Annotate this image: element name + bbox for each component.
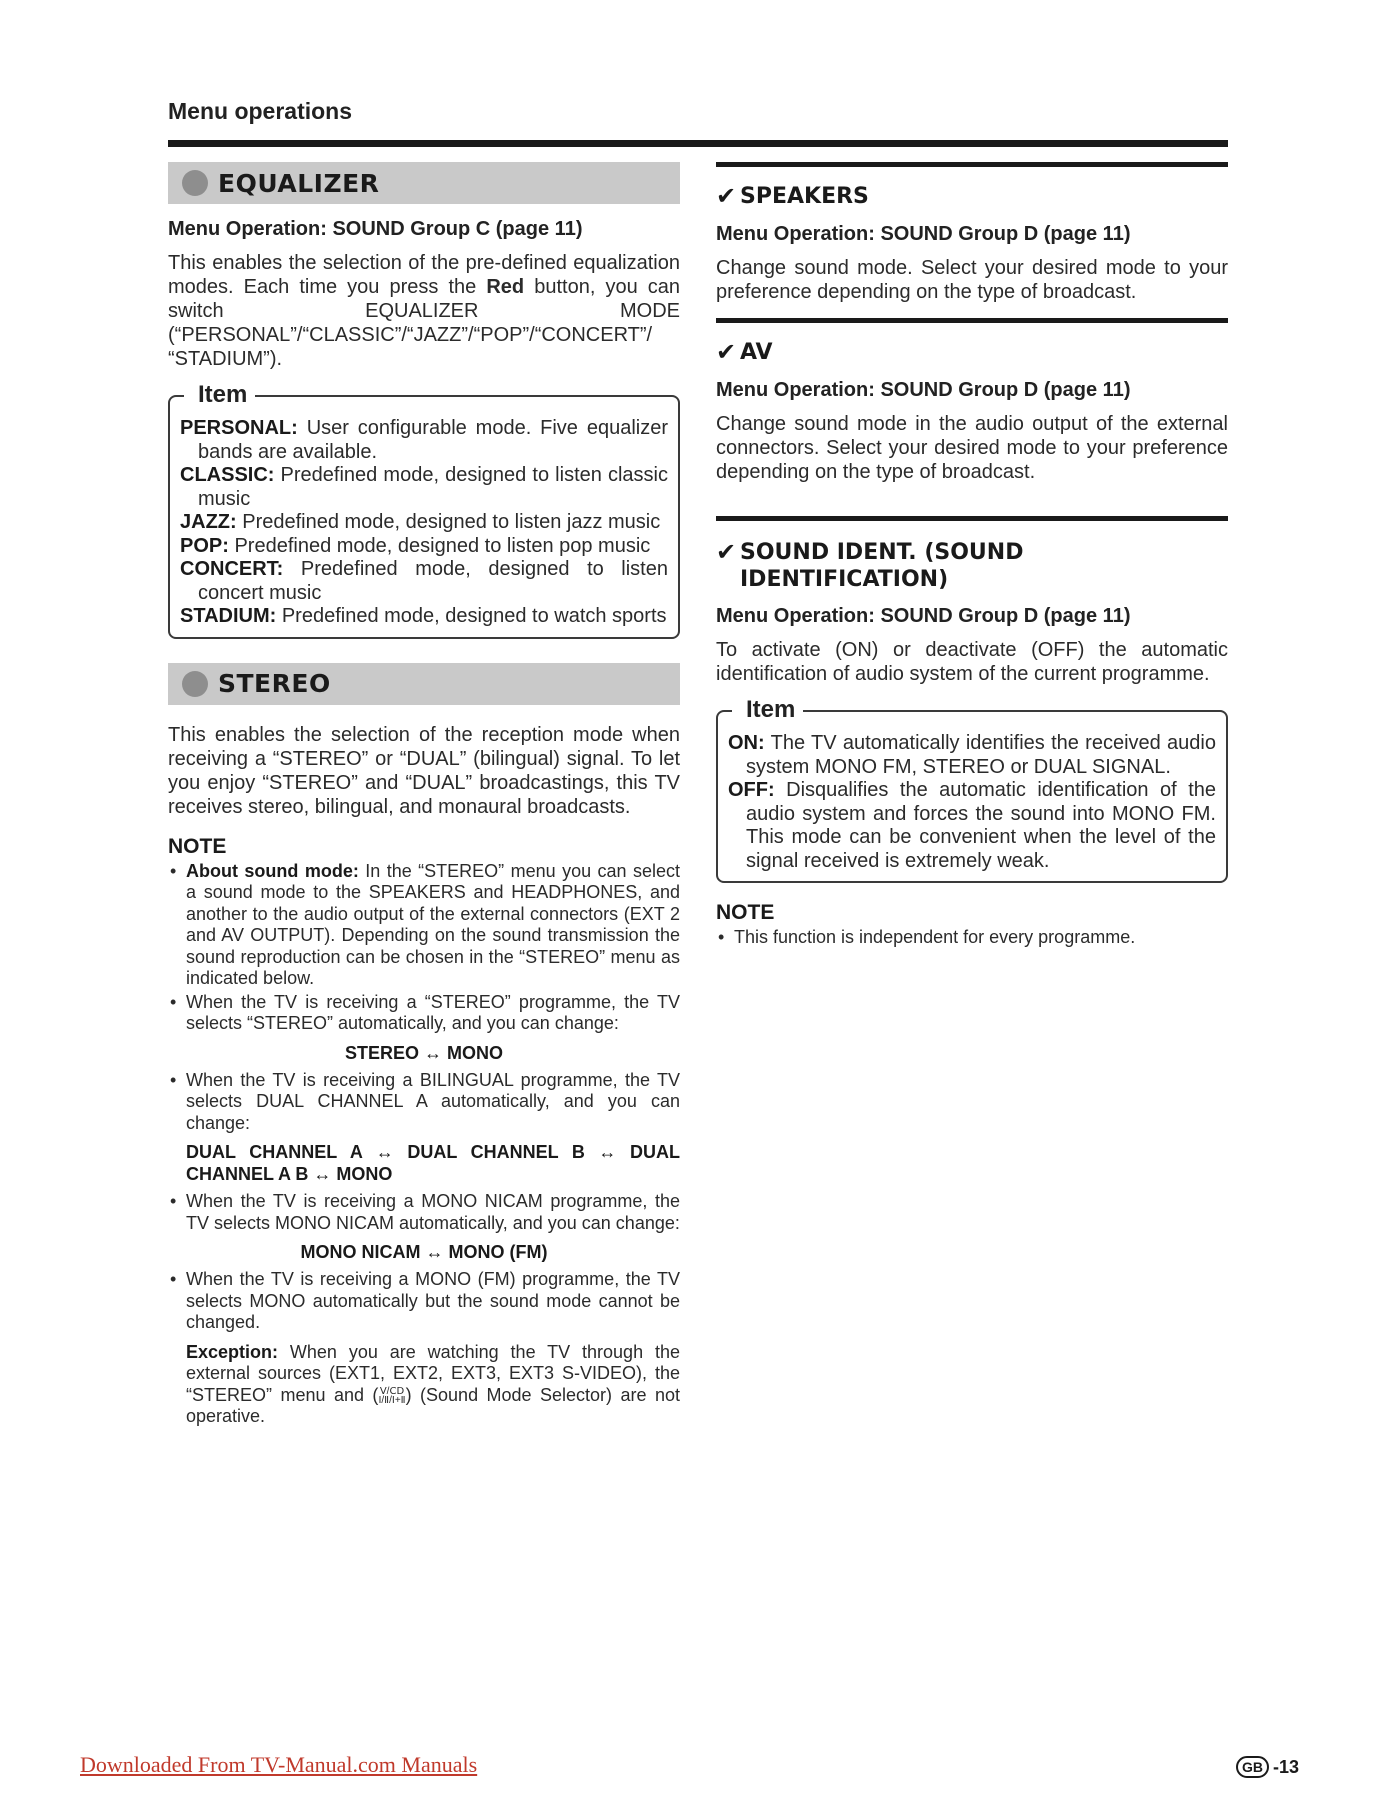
stereo-note-list-2 [168,1070,680,1135]
sound-ident-description: To activate (ON) or deactivate (OFF) the automatic identification of audio system of the current programme. [716,639,1228,685]
item-jazz: JAZZ: Predefined mode, designed to listen jazz music [180,511,661,533]
item-legend: Item [732,696,803,724]
item-on: ON: The TV automatically identifies the received audio system MONO FM, STEREO or DUAL SIGNAL. [728,732,1216,778]
note-item: • When the TV is receiving a MONO (FM) programme, the TV selects MONO automatically but the sound mode cannot be changed. [170,1269,680,1332]
stereo-note-list [168,861,680,1035]
sound-ident-menu-operation: Menu Operation: SOUND Group D (page 11) [716,605,1131,627]
speakers-heading [716,183,1228,211]
section-rule [716,162,1228,167]
header-rule [168,140,1228,147]
circle-bullet-icon [182,170,208,196]
item-stadium: STADIUM: Predefined mode, designed to watch sports [180,605,667,627]
exception-note: Exception: When you are watching the TV through the external sources (EXT1, EXT2, EXT3, EXT3 S-VIDEO), the “STEREO” menu and (Ⅴ/ⅭⅮ Ⅰ/Ⅱ/Ⅰ+Ⅱ) (Sound Mode Selector) are not operative. [186,1341,680,1426]
av-title: AV [740,340,773,365]
equalizer-section-bar [168,162,680,204]
speakers-title: SPEAKERS [740,184,869,209]
stereo-note-list-3 [168,1191,680,1234]
note-item: • When the TV is receiving a “STEREO” programme, the TV selects “STEREO” automatically, and you can change: [170,991,680,1033]
page-header-title: Menu operations [168,98,353,124]
gb-badge-icon: GB [1236,1756,1269,1778]
section-rule [716,318,1228,323]
page-number-text: -13 [1273,1756,1300,1777]
bilingual-choice: DUAL CHANNEL A ↔ DUAL CHANNEL B ↔ DUAL CHANNEL A B ↔ MONO [186,1142,680,1184]
equalizer-menu-operation: Menu Operation: SOUND Group C (page 11) [168,218,583,240]
note-item: • When the TV is receiving a BILINGUAL programme, the TV selects DUAL CHANNEL A automatically, and you can change: [170,1069,680,1133]
av-menu-operation: Menu Operation: SOUND Group D (page 11) [716,379,1131,401]
av-description: Change sound mode in the audio output of the external connectors. Select your desired mode to your preference depending on the type of broadcast. [716,413,1228,483]
sound-ident-title: SOUND IDENT. (SOUND IDENTIFICATION) [740,540,1024,592]
stereo-section-bar [168,663,680,705]
check-icon: ✔ [716,339,737,366]
equalizer-description: This enables the selection of the pre-defined equalization modes. Each time you press the Red button, you can switch EQUALIZER MODE (“PERSONAL”/“CLASSIC”/“JAZZ”/“POP”/“CONCERT”/ “STADIUM”). [168,252,681,370]
sound-ident-heading [716,539,1228,593]
stereo-note-list-4 [168,1269,680,1334]
left-column [168,162,680,1428]
note-item: • This function is independent for every programme. [718,927,1136,947]
stereo-description: This enables the selection of the reception mode when receiving a “STEREO” or “DUAL” (bilingual) signal. To let you enjoy “STEREO” and “DUAL” broadcastings, this TV receives stereo, bilingual, and monaural broadcasts. [168,723,680,818]
check-icon: ✔ [716,539,737,566]
circle-bullet-icon [182,671,208,697]
section-rule [716,516,1228,521]
download-source-link[interactable]: Downloaded From TV-Manual.com Manuals [80,1752,478,1777]
stereo-note-title: NOTE [168,834,227,858]
equalizer-title: EQUALIZER [218,168,380,198]
check-icon: ✔ [716,183,737,210]
sound-ident-note-list [716,927,1228,949]
item-personal: PERSONAL: User configurable mode. Five equalizer bands are available. [180,417,668,463]
red-button-label: Red [486,276,525,298]
note-item: • When the TV is receiving a MONO NICAM programme, the TV selects MONO NICAM automatically, and you can change: [170,1191,680,1233]
stereo-choice: STEREO ↔ MONO [344,1042,503,1063]
stereo-title: STEREO [218,669,331,698]
item-concert: CONCERT: Predefined mode, designed to listen concert music [180,558,668,604]
item-legend: Item [184,381,255,409]
page-number [1236,1756,1299,1778]
nicam-choice: MONO NICAM ↔ MONO (FM) [300,1242,548,1262]
item-off: OFF: Disqualifies the automatic identification of the audio system and forces the sound into MONO FM. This mode can be convenient when the level of the signal received is extremely weak. [728,779,1216,872]
sound-mode-selector-icon: Ⅴ/ⅭⅮ Ⅰ/Ⅱ/Ⅰ+Ⅱ [378,1385,406,1406]
sound-ident-note-title: NOTE [716,901,775,924]
av-heading [716,339,1228,367]
equalizer-item-box [168,381,680,639]
note-item: • About sound mode: In the “STEREO” menu you can select a sound mode to the SPEAKERS and HEADPHONES, and another to the audio output of the external connectors (EXT 2 and AV OUTPUT). Depending on the sound transmission the sound reproduction can be chosen in the “STEREO” menu as indicated below. [170,860,680,988]
speakers-menu-operation: Menu Operation: SOUND Group D (page 11) [716,223,1131,245]
item-pop: POP: Predefined mode, designed to listen pop music [180,534,651,557]
item-classic: CLASSIC: Predefined mode, designed to listen classic music [180,464,668,510]
right-column [716,162,1228,951]
speakers-description: Change sound mode. Select your desired mode to your preference depending on the type of broadcast. [716,257,1228,303]
sound-ident-item-box [716,696,1228,883]
